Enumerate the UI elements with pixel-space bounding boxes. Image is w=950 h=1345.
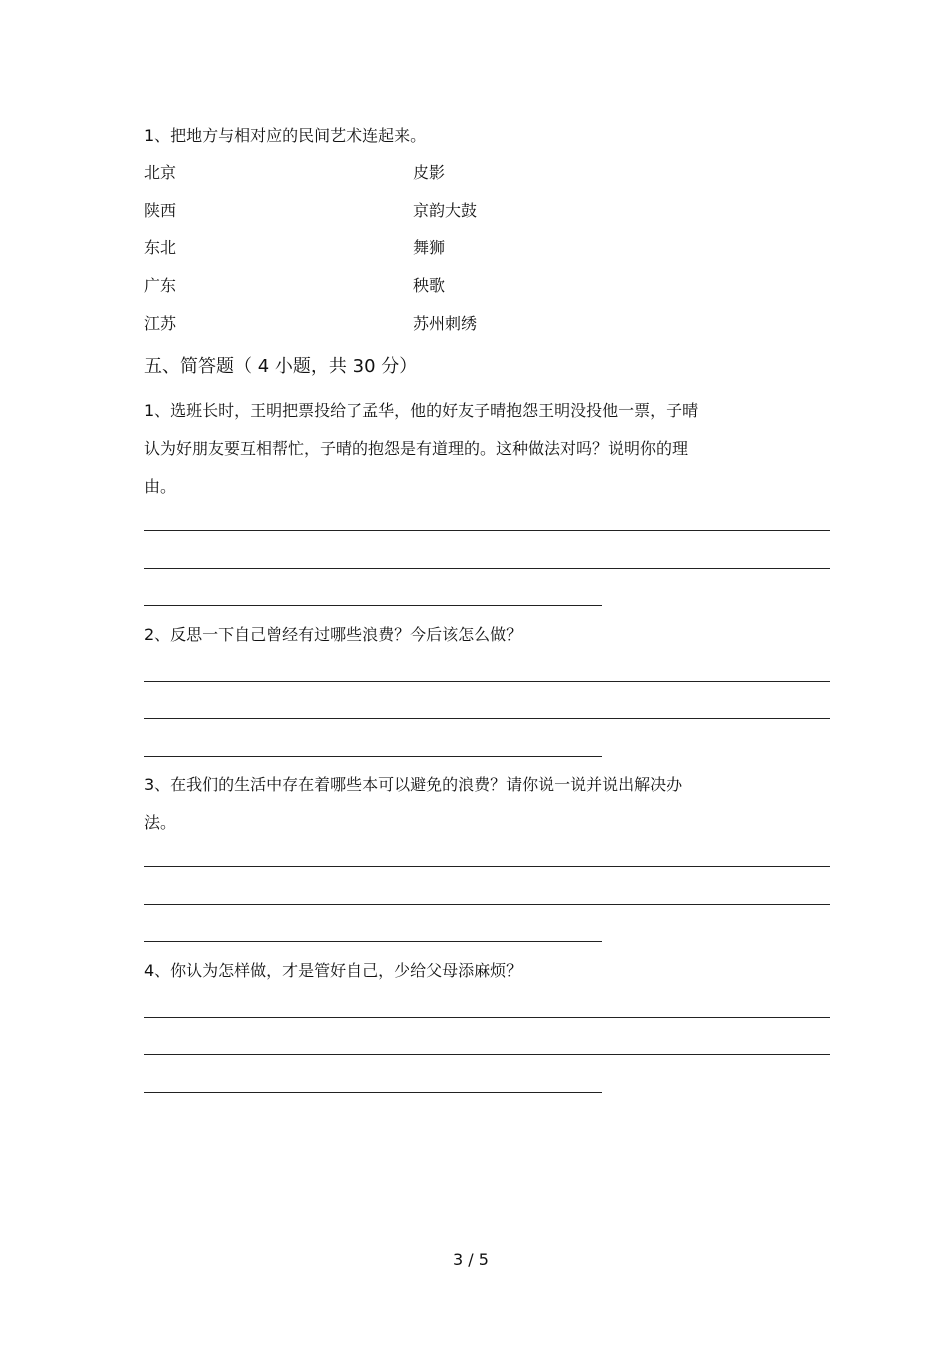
art-item: 京韵大鼓 bbox=[413, 201, 478, 220]
answer-line[interactable] bbox=[144, 1092, 602, 1093]
place-item: 北京 bbox=[144, 163, 177, 182]
question-4-text: 4、你认为怎样做，才是管好自己，少给父母添麻烦？ bbox=[144, 961, 523, 980]
question-3-text: 3、在我们的生活中存在着哪些本可以避免的浪费？请你说一说并说出解决办 bbox=[144, 775, 683, 794]
art-item: 苏州刺绣 bbox=[413, 314, 478, 333]
answer-line[interactable] bbox=[144, 756, 602, 757]
place-item: 江苏 bbox=[144, 314, 177, 333]
art-item: 皮影 bbox=[413, 163, 446, 182]
art-item: 舞狮 bbox=[413, 238, 446, 257]
answer-line[interactable] bbox=[144, 866, 830, 867]
place-item: 陕西 bbox=[144, 201, 177, 220]
answer-line[interactable] bbox=[144, 718, 830, 719]
place-item: 东北 bbox=[144, 238, 177, 257]
answer-line[interactable] bbox=[144, 941, 602, 942]
answer-line[interactable] bbox=[144, 1017, 830, 1018]
answer-line[interactable] bbox=[144, 530, 830, 531]
question-1-text: 认为好朋友要互相帮忙，子晴的抱怨是有道理的。这种做法对吗？说明你的理 bbox=[144, 439, 689, 458]
question-3-text: 法。 bbox=[144, 813, 177, 832]
art-item: 秧歌 bbox=[413, 276, 446, 295]
answer-line[interactable] bbox=[144, 605, 602, 606]
question-2-text: 2、反思一下自己曾经有过哪些浪费？今后该怎么做？ bbox=[144, 625, 523, 644]
matching-question: 1、把地方与相对应的民间艺术连起来。 bbox=[144, 126, 427, 145]
answer-line[interactable] bbox=[144, 568, 830, 569]
place-item: 广东 bbox=[144, 276, 177, 295]
question-1-text: 由。 bbox=[144, 477, 177, 496]
section-heading: 五、简答题（ 4 小题，共 30 分） bbox=[144, 356, 418, 377]
answer-line[interactable] bbox=[144, 1054, 830, 1055]
question-1-text: 1、选班长时，王明把票投给了孟华，他的好友子晴抱怨王明没投他一票，子晴 bbox=[144, 401, 699, 420]
page-number: 3 / 5 bbox=[453, 1250, 489, 1269]
answer-line[interactable] bbox=[144, 681, 830, 682]
answer-line[interactable] bbox=[144, 904, 830, 905]
